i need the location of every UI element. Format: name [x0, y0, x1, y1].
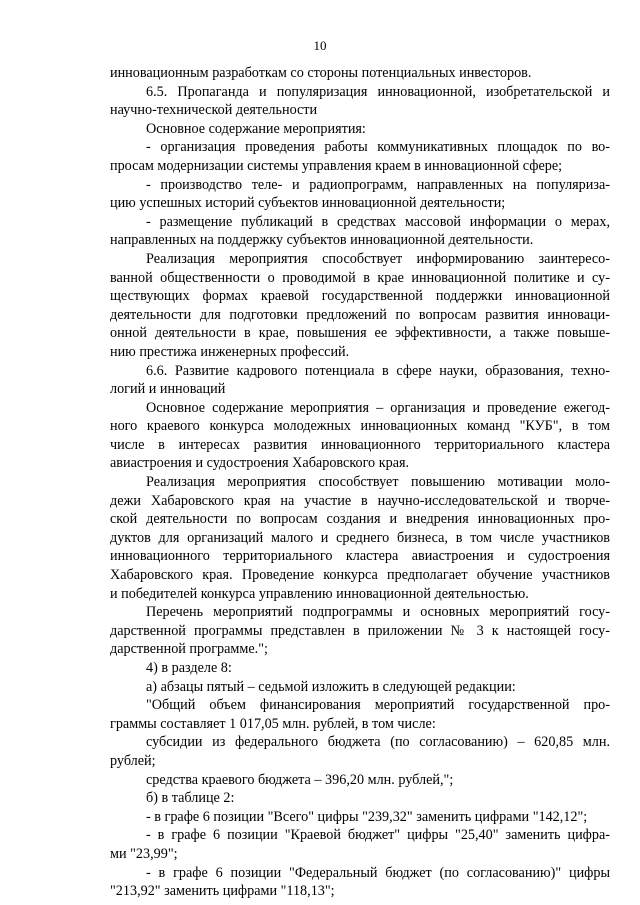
text-line: "Общий объем финансирования мероприятий государственной про-: [146, 697, 610, 714]
text-line: ской деятельности по вопросам создания и внедрения инновационных про-: [110, 511, 610, 528]
text-line: инновационного территориального кластера авиастроения и судостроения: [110, 548, 610, 565]
text-line: б) в таблице 2:: [146, 790, 235, 807]
text-line: рублей;: [110, 752, 156, 769]
body-text: [110, 64, 610, 901]
text-line: субсидии из федерального бюджета (по согласованию) – 620,85 млн.: [146, 734, 610, 751]
text-line: ми "23,99";: [110, 845, 178, 862]
text-line: дарственной программы представлен в приложении № 3 к настоящей госу-: [110, 622, 610, 639]
text-line: граммы составляет 1 017,05 млн. рублей, в том числе:: [110, 715, 436, 732]
text-line: и победителей конкурса управлению инновационной деятельностью.: [110, 585, 529, 602]
text-line: Реализация мероприятия способствует повышению мотивации моло-: [146, 474, 610, 491]
text-line: Хабаровского края. Проведение конкурса предполагает обучение участников: [110, 567, 610, 584]
text-line: - в графе 6 позиции "Всего" цифры "239,32" заменить цифрами "142,12";: [146, 808, 588, 825]
text-line: 6.6. Развитие кадрового потенциала в сфере науки, образования, техно-: [146, 362, 610, 379]
text-line: просам модернизации системы управления краем в инновационной сфере;: [110, 157, 563, 174]
text-line: дуктов для организаций малого и среднего бизнеса, в том числе участников: [110, 529, 610, 546]
text-line: числе в интересах развития инновационного территориального кластера: [110, 436, 610, 453]
text-line: Перечень мероприятий подпрограммы и основных мероприятий госу-: [146, 604, 610, 621]
text-line: инновационным разработкам со стороны потенциальных инвесторов.: [110, 65, 532, 81]
text-line: - производство теле- и радиопрограмм, направленных на популяриза-: [146, 176, 610, 193]
text-line: деятельности для подготовки предложений по вопросам развития инноваци-: [110, 306, 610, 323]
text-line: - в графе 6 позиции "Краевой бюджет" цифры "25,40" заменить цифра-: [146, 827, 610, 844]
text-line: ществующих формах краевой государственной поддержки инновационной: [110, 288, 610, 305]
text-line: 6.5. Пропаганда и популяризация инновационной, изобретательской и: [146, 83, 610, 100]
text-line: дарственной программе.";: [110, 641, 268, 658]
text-line: ванной общественности о проводимой в крае инновационной политике и су-: [110, 269, 610, 286]
text-line: онной деятельности в крае, повышения ее эффективности, а также повыше-: [110, 325, 610, 342]
text-line: ного краевого конкурса молодежных инновационных команд "КУБ", в том: [110, 418, 610, 435]
text-line: 4) в разделе 8:: [146, 660, 232, 676]
text-line: логий и инноваций: [110, 381, 226, 398]
text-line: Основное содержание мероприятия:: [146, 120, 366, 137]
text-line: научно-технической деятельности: [110, 102, 318, 119]
text-line: цию успешных историй субъектов инновационной деятельности;: [110, 195, 506, 212]
text-line: - в графе 6 позиции "Федеральный бюджет (по согласованию)" цифры: [146, 864, 610, 881]
text-line: - организация проведения работы коммуникативных площадок по во-: [146, 139, 610, 156]
text-line: "213,92" заменить цифрами "118,13";: [110, 883, 335, 900]
page-number: 10: [313, 38, 327, 53]
text-line: нию престижа инженерных профессий.: [110, 343, 350, 360]
text-line: дежи Хабаровского края на участие в научно-исследовательской и творче-: [110, 492, 610, 509]
text-line: а) абзацы пятый – седьмой изложить в следующей редакции:: [146, 678, 516, 695]
text-line: направленных на поддержку субъектов инновационной деятельности.: [110, 232, 534, 249]
text-line: средства краевого бюджета – 396,20 млн. рублей,";: [146, 771, 454, 788]
text-line: - размещение публикаций в средствах массовой информации о мерах,: [146, 213, 610, 230]
text-line: Основное содержание мероприятия – организация и проведение ежегод-: [146, 399, 610, 416]
text-line: авиастроения и судостроения Хабаровского края.: [110, 455, 410, 472]
text-line: Реализация мероприятия способствует информированию заинтересо-: [146, 250, 610, 267]
